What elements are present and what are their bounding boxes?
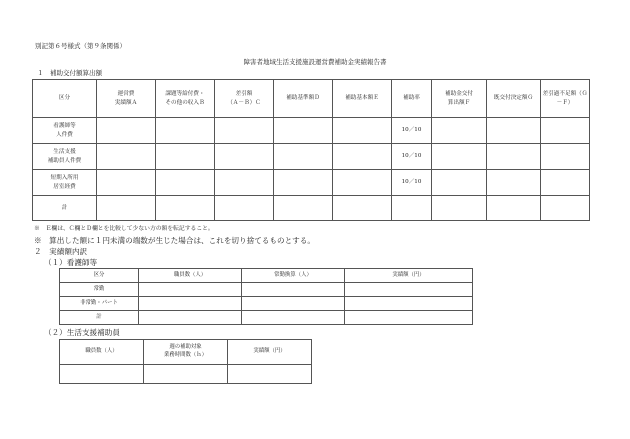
cell-input[interactable] xyxy=(541,144,590,170)
cell-input[interactable] xyxy=(274,144,333,170)
header-staff-count: 職員数（人） xyxy=(60,340,144,365)
cell-input[interactable] xyxy=(487,118,541,144)
cell-input[interactable] xyxy=(274,196,333,221)
header-base-amount: 補助基本額Ｅ xyxy=(333,80,392,118)
cell-input[interactable] xyxy=(274,118,333,144)
cell-input[interactable] xyxy=(156,144,215,170)
cell-input[interactable] xyxy=(333,144,392,170)
cell-input[interactable] xyxy=(242,283,345,297)
cell-input[interactable] xyxy=(432,170,487,196)
support-staff-heading: （２）生活支援補助員 xyxy=(44,328,120,337)
table-row xyxy=(60,365,312,384)
header-actual-amount: 実績額（円） xyxy=(228,340,312,365)
row-label: 生活支援 補助員人件費 xyxy=(33,144,97,170)
section1-heading: １ 補助交付額算出額 xyxy=(37,69,102,77)
cell-input[interactable] xyxy=(345,283,473,297)
cell-input[interactable] xyxy=(333,170,392,196)
cell-input[interactable] xyxy=(487,196,541,221)
header-other-income: 課題等給付費・ その他の収入Ｂ xyxy=(156,80,215,118)
table-row xyxy=(33,118,590,144)
header-category: 区分 xyxy=(60,269,139,283)
cell-input[interactable] xyxy=(242,311,345,325)
cell-input[interactable] xyxy=(432,144,487,170)
cell-input[interactable] xyxy=(156,196,215,221)
cell-input[interactable] xyxy=(345,311,473,325)
section2-heading: ２ 実績額内訳 xyxy=(34,247,88,256)
cell-input[interactable] xyxy=(541,118,590,144)
header-staff-count: 職員数（人） xyxy=(139,269,242,283)
cell-input[interactable] xyxy=(215,170,274,196)
header-grant-amount: 補助金交付 算出額Ｆ xyxy=(432,80,487,118)
header-fte: 常勤換算（人） xyxy=(242,269,345,283)
table-row xyxy=(33,170,590,196)
header-balance: 差引過不足額（Ｇ －Ｆ） xyxy=(541,80,590,118)
rate-cell: 10／10 xyxy=(392,118,432,144)
note-rounding: ※ 算出した額に１円未満の端数が生じた場合は、これを切り捨てるものとする。 xyxy=(34,236,315,245)
cell-input[interactable] xyxy=(487,144,541,170)
header-weekly-hours: 週の補助対象 業務時間数（ｈ） xyxy=(144,340,228,365)
cell-input[interactable] xyxy=(345,297,473,311)
cell-input[interactable] xyxy=(215,144,274,170)
cell-input[interactable] xyxy=(432,196,487,221)
cell-input[interactable] xyxy=(333,196,392,221)
cell-input[interactable] xyxy=(541,196,590,221)
rate-cell: 10／10 xyxy=(392,170,432,196)
header-operating-cost: 運営費 実績額Ａ xyxy=(97,80,156,118)
cell-input[interactable] xyxy=(333,118,392,144)
nurses-heading: （１）看護師等 xyxy=(44,258,98,267)
cell-input[interactable] xyxy=(97,144,156,170)
header-decided-amount: 既交付決定額Ｇ xyxy=(487,80,541,118)
cell-input[interactable] xyxy=(228,365,312,384)
cell-input[interactable] xyxy=(60,365,144,384)
row-label: 看護師等 人件費 xyxy=(33,118,97,144)
cell-input[interactable] xyxy=(97,196,156,221)
cell-input[interactable] xyxy=(144,365,228,384)
row-label: 非常勤・パート xyxy=(60,297,139,311)
cell-input[interactable] xyxy=(215,196,274,221)
subsidy-calculation-table xyxy=(32,79,590,221)
cell-input[interactable] xyxy=(432,118,487,144)
cell-input[interactable] xyxy=(392,196,432,221)
note-e-column: ※ Ｅ欄は、Ｃ欄とＤ欄とを比較して少ない方の額を転記すること。 xyxy=(34,226,214,232)
cell-input[interactable] xyxy=(97,170,156,196)
table-row xyxy=(60,283,473,297)
row-label: 計 xyxy=(60,311,139,325)
cell-input[interactable] xyxy=(97,118,156,144)
cell-input[interactable] xyxy=(139,297,242,311)
cell-input[interactable] xyxy=(487,170,541,196)
document-title: 障害者地域生活支援施設運営費補助金実績報告書 xyxy=(243,58,387,66)
nurses-table xyxy=(59,268,473,325)
total-label: 計 xyxy=(33,196,97,221)
table-row xyxy=(33,144,590,170)
cell-input[interactable] xyxy=(156,170,215,196)
table-row xyxy=(60,297,473,311)
cell-input[interactable] xyxy=(541,170,590,196)
cell-input[interactable] xyxy=(139,283,242,297)
form-number: 別記第６号様式（第９条関係） xyxy=(35,42,126,50)
cell-input[interactable] xyxy=(274,170,333,196)
support-staff-table xyxy=(59,339,312,384)
header-category: 区分 xyxy=(33,80,97,118)
rate-cell: 10／10 xyxy=(392,144,432,170)
cell-input[interactable] xyxy=(242,297,345,311)
header-difference: 差引額 （Ａ－Ｂ）Ｃ xyxy=(215,80,274,118)
header-actual-amount: 実績額（円） xyxy=(345,269,473,283)
table-row xyxy=(60,311,473,325)
header-standard-amount: 補助基準額Ｄ xyxy=(274,80,333,118)
header-subsidy-rate: 補助率 xyxy=(392,80,432,118)
row-label: 短期入所用 居室経費 xyxy=(33,170,97,196)
cell-input[interactable] xyxy=(215,118,274,144)
row-label: 常勤 xyxy=(60,283,139,297)
cell-input[interactable] xyxy=(156,118,215,144)
cell-input[interactable] xyxy=(139,311,242,325)
total-row xyxy=(33,196,590,221)
